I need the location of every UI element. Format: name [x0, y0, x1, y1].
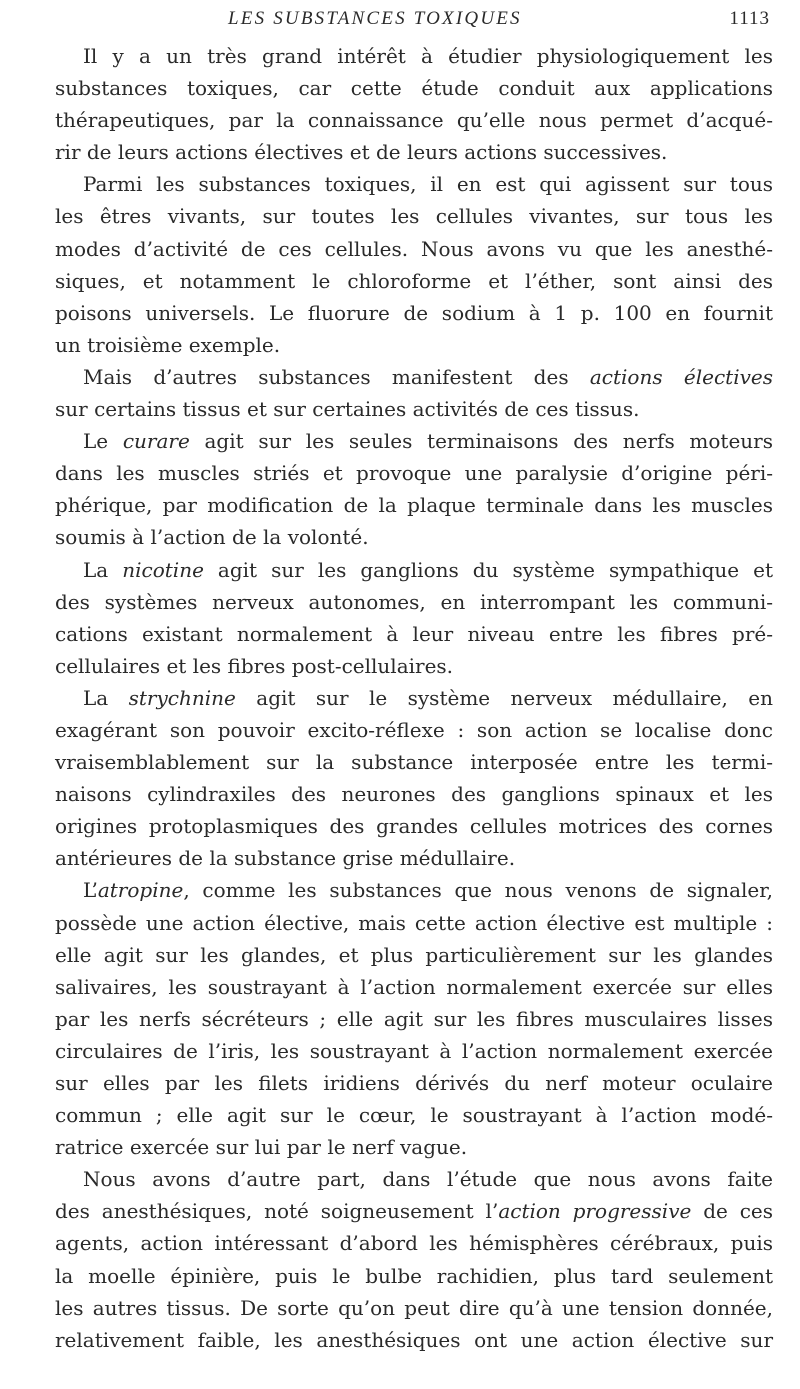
running-head: [55, 8, 770, 36]
text-segment: sur elles par les filets iridiens dérivés du nerf moteur oculaire: [55, 1071, 773, 1095]
text-line: [55, 1067, 773, 1099]
running-title: LES SUBSTANCES TOXIQUES: [228, 8, 522, 29]
text-line: [55, 393, 773, 425]
text-segment: naisons cylindraxiles des neurones des ganglions spinaux et les: [55, 782, 773, 807]
italic-term: actions électives: [589, 364, 774, 389]
text-segment: exagérant son pouvoir excito-réflexe : son action se localise donc: [55, 717, 773, 742]
text-line: [55, 650, 773, 682]
text-segment: Nous avons d’autre part, dans l’étude que nous avons faite: [83, 1167, 773, 1192]
text-segment: les autres tissus. De sorte qu’on peut dire qu’à une tension donnée,: [55, 1295, 773, 1320]
text-line: [55, 1227, 773, 1259]
text-line: [55, 200, 773, 232]
text-segment: phérique, par modification de la plaque terminale dans les muscles: [55, 493, 773, 518]
page-number: 1113: [729, 8, 770, 29]
text-segment: circulaires de l’iris, les soustrayant à l’action normalement exercée: [55, 1038, 773, 1063]
text-segment: agit sur les ganglions du système sympathique et: [203, 557, 773, 582]
text-line: [55, 168, 773, 200]
italic-term: curare: [122, 429, 190, 454]
text-segment: agit sur les seules terminaisons des nerfs moteurs: [189, 429, 773, 454]
text-line: [55, 939, 773, 971]
text-segment: substances toxiques, car cette étude conduit aux applications: [55, 76, 773, 101]
text-segment: siques, et notamment le chloroforme et l’éther, sont ainsi des: [55, 268, 773, 293]
text-segment: un troisième exemple.: [55, 332, 281, 357]
text-segment: des systèmes nerveux autonomes, en interrompant les communi-: [55, 589, 773, 614]
text-line: [55, 1324, 773, 1356]
text-segment: agents, action intéressant d’abord les hémisphères cérébraux, puis: [55, 1231, 773, 1256]
text-line: [55, 746, 773, 778]
text-line: [55, 907, 773, 939]
text-segment: modes d’activité de ces cellules. Nous avons vu que les anesthé-: [55, 236, 773, 261]
italic-term: strychnine: [128, 685, 236, 710]
text-segment: les êtres vivants, sur toutes les cellules vivantes, sur tous les: [55, 204, 773, 229]
text-segment: commun ; elle agit sur le cœur, le soustrayant à l’action modé-: [55, 1103, 773, 1128]
text-line: [55, 1003, 773, 1035]
text-segment: La: [83, 685, 129, 710]
text-line: [55, 265, 773, 297]
text-segment: , comme les substances que nous venons de signaler,: [183, 878, 773, 903]
text-line: [55, 297, 773, 329]
text-line: [55, 682, 773, 714]
text-line: [55, 842, 773, 874]
italic-term: action progressive: [498, 1199, 692, 1224]
text-segment: agit sur le système nerveux médullaire, en: [235, 685, 773, 710]
text-segment: par les nerfs sécréteurs ; elle agit sur les fibres musculaires lisses: [55, 1006, 773, 1031]
text-segment: sur certains tissus et sur certaines activités de ces tissus.: [55, 397, 640, 422]
text-line: [55, 1163, 773, 1195]
text-line: [55, 233, 773, 265]
text-line: [55, 554, 773, 586]
text-line: [55, 425, 773, 457]
text-line: [55, 136, 773, 168]
text-segment: dans les muscles striés et provoque une paralysie d’origine péri-: [55, 461, 773, 486]
text-segment: La: [83, 557, 123, 582]
text-segment: de ces: [691, 1199, 774, 1224]
text-line: [55, 40, 773, 72]
italic-term: atropine: [97, 878, 184, 903]
text-segment: vraisemblablement sur la substance interposée entre les termi-: [55, 750, 773, 775]
text-line: [55, 810, 773, 842]
text-segment: Il y a un très grand intérêt à étudier physiologiquement les: [83, 44, 773, 68]
text-segment: antérieures de la substance grise médullaire.: [55, 846, 516, 871]
text-segment: cations existant normalement à leur niveau entre les fibres pré-: [55, 621, 773, 646]
text-line: [55, 1195, 773, 1227]
text-line: [55, 1131, 773, 1163]
text-line: [55, 1292, 773, 1324]
text-line: [55, 971, 773, 1003]
text-line: [55, 586, 773, 618]
text-line: [55, 104, 773, 136]
text-line: [55, 329, 773, 361]
text-segment: salivaires, les soustrayant à l’action normalement exercée sur elles: [55, 974, 773, 999]
text-segment: elle agit sur les glandes, et plus particulièrement sur les glandes: [55, 942, 773, 967]
text-segment: rir de leurs actions électives et de leurs actions successives.: [55, 140, 668, 165]
text-segment: possède une action élective, mais cette action élective est multiple :: [55, 910, 773, 935]
text-line: [55, 361, 773, 393]
text-line: [55, 874, 773, 906]
text-segment: origines protoplasmiques des grandes cellules motrices des cornes: [55, 814, 773, 839]
text-line: [55, 1099, 773, 1131]
text-segment: poisons universels. Le fluorure de sodium à 1 p. 100 en fournit: [55, 300, 773, 325]
text-segment: L’: [83, 878, 98, 903]
text-line: [55, 1260, 773, 1292]
text-line: [55, 521, 773, 553]
text-segment: relativement faible, les anesthésiques ont une action élective sur: [55, 1327, 773, 1352]
text-segment: Le: [83, 429, 123, 454]
text-line: [55, 72, 773, 104]
text-line: [55, 618, 773, 650]
text-segment: cellulaires et les fibres post-cellulaires.: [55, 653, 454, 678]
text-line: [55, 1035, 773, 1067]
text-line: [55, 714, 773, 746]
text-segment: soumis à l’action de la volonté.: [55, 525, 369, 550]
text-line: [55, 778, 773, 810]
body-text: [55, 40, 773, 1356]
text-segment: Parmi les substances toxiques, il en est qui agissent sur tous: [83, 172, 773, 197]
text-segment: thérapeutiques, par la connaissance qu’elle nous permet d’acqué-: [55, 108, 773, 133]
text-segment: la moelle épinière, puis le bulbe rachidien, plus tard seulement: [55, 1263, 773, 1288]
text-segment: des anesthésiques, noté soigneusement l’: [55, 1199, 499, 1224]
text-line: [55, 489, 773, 521]
text-segment: ratrice exercée sur lui par le nerf vague.: [55, 1135, 468, 1160]
text-line: [55, 457, 773, 489]
italic-term: nicotine: [122, 557, 204, 582]
text-segment: Mais d’autres substances manifestent des: [83, 364, 590, 389]
